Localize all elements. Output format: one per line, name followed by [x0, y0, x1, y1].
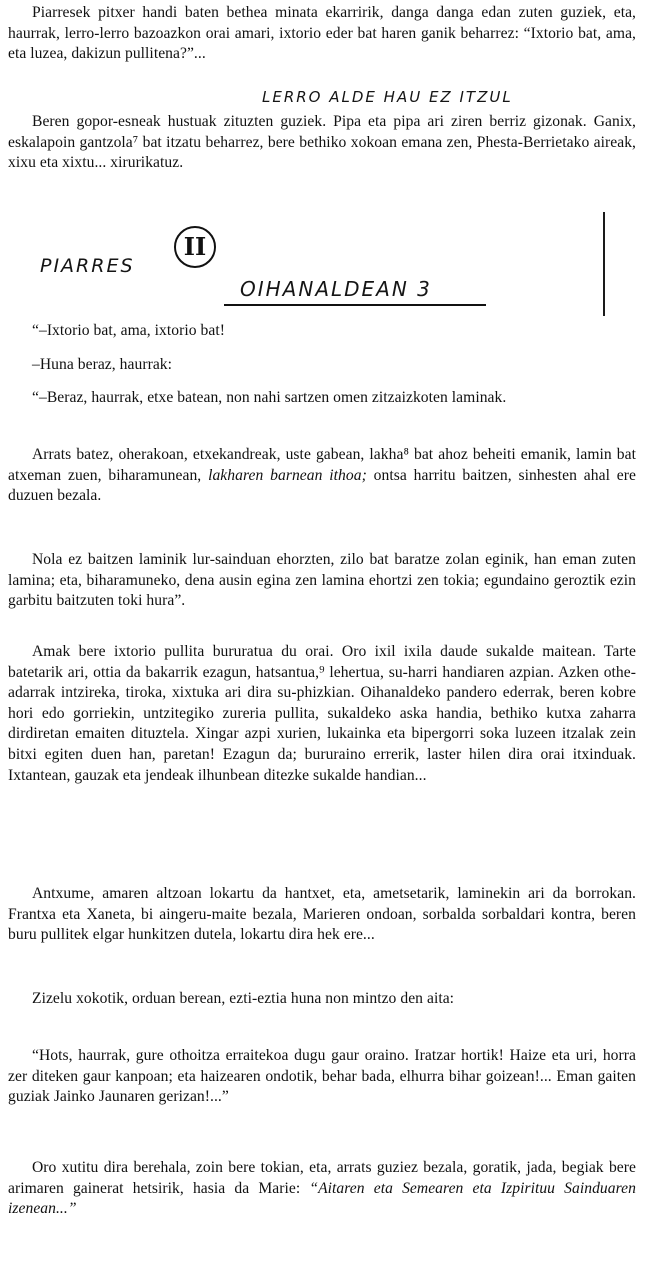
paragraph-3-text: “–Ixtorio bat, ama, ixtorio bat!: [32, 322, 225, 339]
paragraph-6: [8, 445, 636, 507]
paragraph-11: [8, 1046, 636, 1108]
paragraph-7: [8, 550, 636, 612]
section-title-underline: [224, 304, 486, 306]
paragraph-11-text: “Hots, haurrak, gure othoitza erraitekoa dugu gaur oraino. Iratzar hortik! Haize eta uri, horra zer diteken gaur kanpoan; eta haizearen ondotik, behar bada, elhurra bihar goizean!... Eman gaiten guziak Jainko Jaunaren gerizan!...”: [8, 1047, 636, 1106]
roman-numeral-circled: II: [174, 226, 216, 268]
paragraph-8: [8, 642, 636, 786]
paragraph-4: [8, 355, 636, 376]
paragraph-12-text: Oro xutitu dira berehala, zoin bere tokian, eta, arrats guziez bezala, goratik, jada, begiak bere arimaren gainerat hetsirik, hasia da Marie:: [8, 1159, 636, 1197]
paragraph-10-text: Zizelu xokotik, orduan berean, ezti-eztia huna non mintzo den aita:: [32, 990, 455, 1007]
paragraph-5-text: “–Beraz, haurrak, etxe batean, non nahi sartzen omen zitzaizkoten laminak.: [32, 389, 507, 406]
paragraph-10: [8, 989, 636, 1010]
paragraph-6-italic: lakharen barnean ithoa;: [208, 466, 367, 484]
paragraph-7-text: Nola ez baitzen laminik lur-sainduan ehorzten, zilo bat baratze zolan eginik, han eman zuten lamina; eta, biharamuneko, dena ausin egina zen lamina ehortzi zen tokia; egundaino geroztik ezin garbitu baitzuten toki hura”.: [8, 551, 636, 610]
paragraph-1-text: Piarresek pitxer handi baten bethea minata ekarririk, danga danga edan zuten guziek, eta, haurrak, lerro-lerro bazoazkon orai amari, ixtorio eder bat haren ganik beharrez: “Ixtorio bat, ama, eta luzea, dakizun pullitena?”...: [8, 4, 636, 63]
author-handwritten: PIARRES: [40, 255, 135, 277]
paragraph-1: [8, 3, 636, 65]
paragraph-6-text-a: Arrats batez, oherakoan, etxekandreak, uste gabean, lakha⁸ bat ahoz beheiti emanik, lamin bat atxeman zuen, biharamunean,: [8, 446, 636, 484]
paragraph-6-text-c: ontsa harritu baitzen, sinhesten ahal ere duzuen bezala.: [8, 466, 636, 505]
paragraph-3: [8, 321, 636, 342]
section-title-handwritten: OIHANALDEAN 3: [240, 277, 432, 301]
paragraph-12-italic: “Aitaren eta Semearen eta Izpirituu Sainduaren izenean...”: [8, 1179, 636, 1218]
paragraph-4-text: –Huna beraz, haurrak:: [32, 356, 173, 373]
paragraph-5: [8, 388, 636, 409]
margin-note-handwritten: LERRO ALDE HAU EZ ITZUL: [262, 88, 513, 106]
vertical-margin-line: [603, 212, 605, 316]
paragraph-8-text: Amak bere ixtorio pullita bururatua du orai. Oro ixil ixila daude sukalde maitean. Tarte batetarik ari, ottia da bakarrik ezagun, hatsantua,⁹ lehertua, su-harri handiaren azpian. Azken othe-adarrak intzireka, tiroka, xixtuka ari dira su-phizkian. Oihanaldeko pandero ederrak, beren kobre hori edo gorriekin, untzitegiko zureria pullita, sukaldeko aska handia, bethiko kutxa zaharra dirdiretan emaiten dituztela. Xingar azpi xurien, lukainka eta bipergorri soka luzeen itzalak zein bitxi egiten duen han, paretan! Ezagun da; bururaino errerik, laster hilen dira orai itxinduak. Ixtantean, gauzak eta jendeak ilhunbean ditezke sukalde handian...: [8, 643, 636, 784]
paragraph-12: [8, 1158, 636, 1220]
paragraph-2-text: Beren gopor-esneak hustuak zituzten guziek. Pipa eta pipa ari ziren berriz gizonak. Ganix, eskalapoin gantzola⁷ bat itzatu beharrez, bere bethiko xokoan emana zen, Phesta-Berrietako aireak, xixu eta xixtu... xirurikatuz.: [8, 113, 636, 172]
paragraph-2: [8, 112, 636, 174]
paragraph-9: [8, 884, 636, 946]
paragraph-9-text: Antxume, amaren altzoan lokartu da hantxet, eta, ametsetarik, laminekin ari da borrokan. Frantxa eta Xaneta, bi aingeru-maite bezala, Marieren ondoan, sorbalda sorbaldari kontra, beren buru pullitek elgar hunkitzen dutela, lokartu dira hek ere...: [8, 885, 636, 944]
